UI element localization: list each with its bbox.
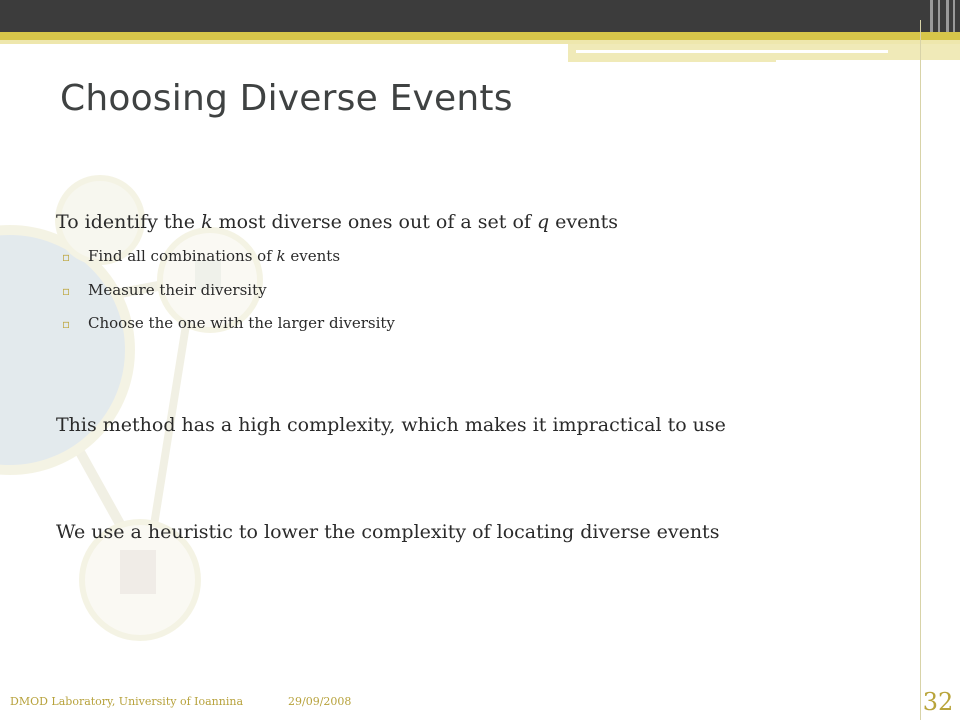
- footer-organization: DMOD Laboratory, University of Ioannina: [10, 695, 244, 708]
- decor-line: [576, 50, 888, 53]
- bullet-icon: ▫: [62, 284, 71, 298]
- right-vertical-rule: [920, 20, 921, 720]
- top-dark-bar: [0, 0, 960, 32]
- bullet-icon: ▫: [62, 317, 71, 331]
- top-bar-stripe: [953, 0, 955, 32]
- bullet-find-combinations: ▫ Find all combinations of k events: [62, 247, 341, 265]
- decor-line: [776, 60, 960, 63]
- bullet-choose-larger: ▫ Choose the one with the larger diversity: [62, 314, 395, 332]
- top-bar-stripe: [938, 0, 940, 32]
- top-bar-stripe: [946, 0, 949, 32]
- bullet-measure-diversity: ▫ Measure their diversity: [62, 281, 267, 299]
- slide-title: Choosing Diverse Events: [60, 78, 513, 119]
- paragraph-complexity: This method has a high complexity, which makes it impractical to use: [56, 414, 726, 436]
- gold-band: [0, 32, 960, 40]
- paragraph-heuristic: We use a heuristic to lower the complexity of locating diverse events: [56, 521, 720, 543]
- paragraph-identify: To identify the k most diverse ones out of a set of q events: [56, 211, 619, 233]
- bullet-icon: ▫: [62, 250, 71, 264]
- footer-date: 29/09/2008: [288, 695, 352, 708]
- page-number: 32: [922, 688, 954, 716]
- top-bar-stripe: [930, 0, 933, 32]
